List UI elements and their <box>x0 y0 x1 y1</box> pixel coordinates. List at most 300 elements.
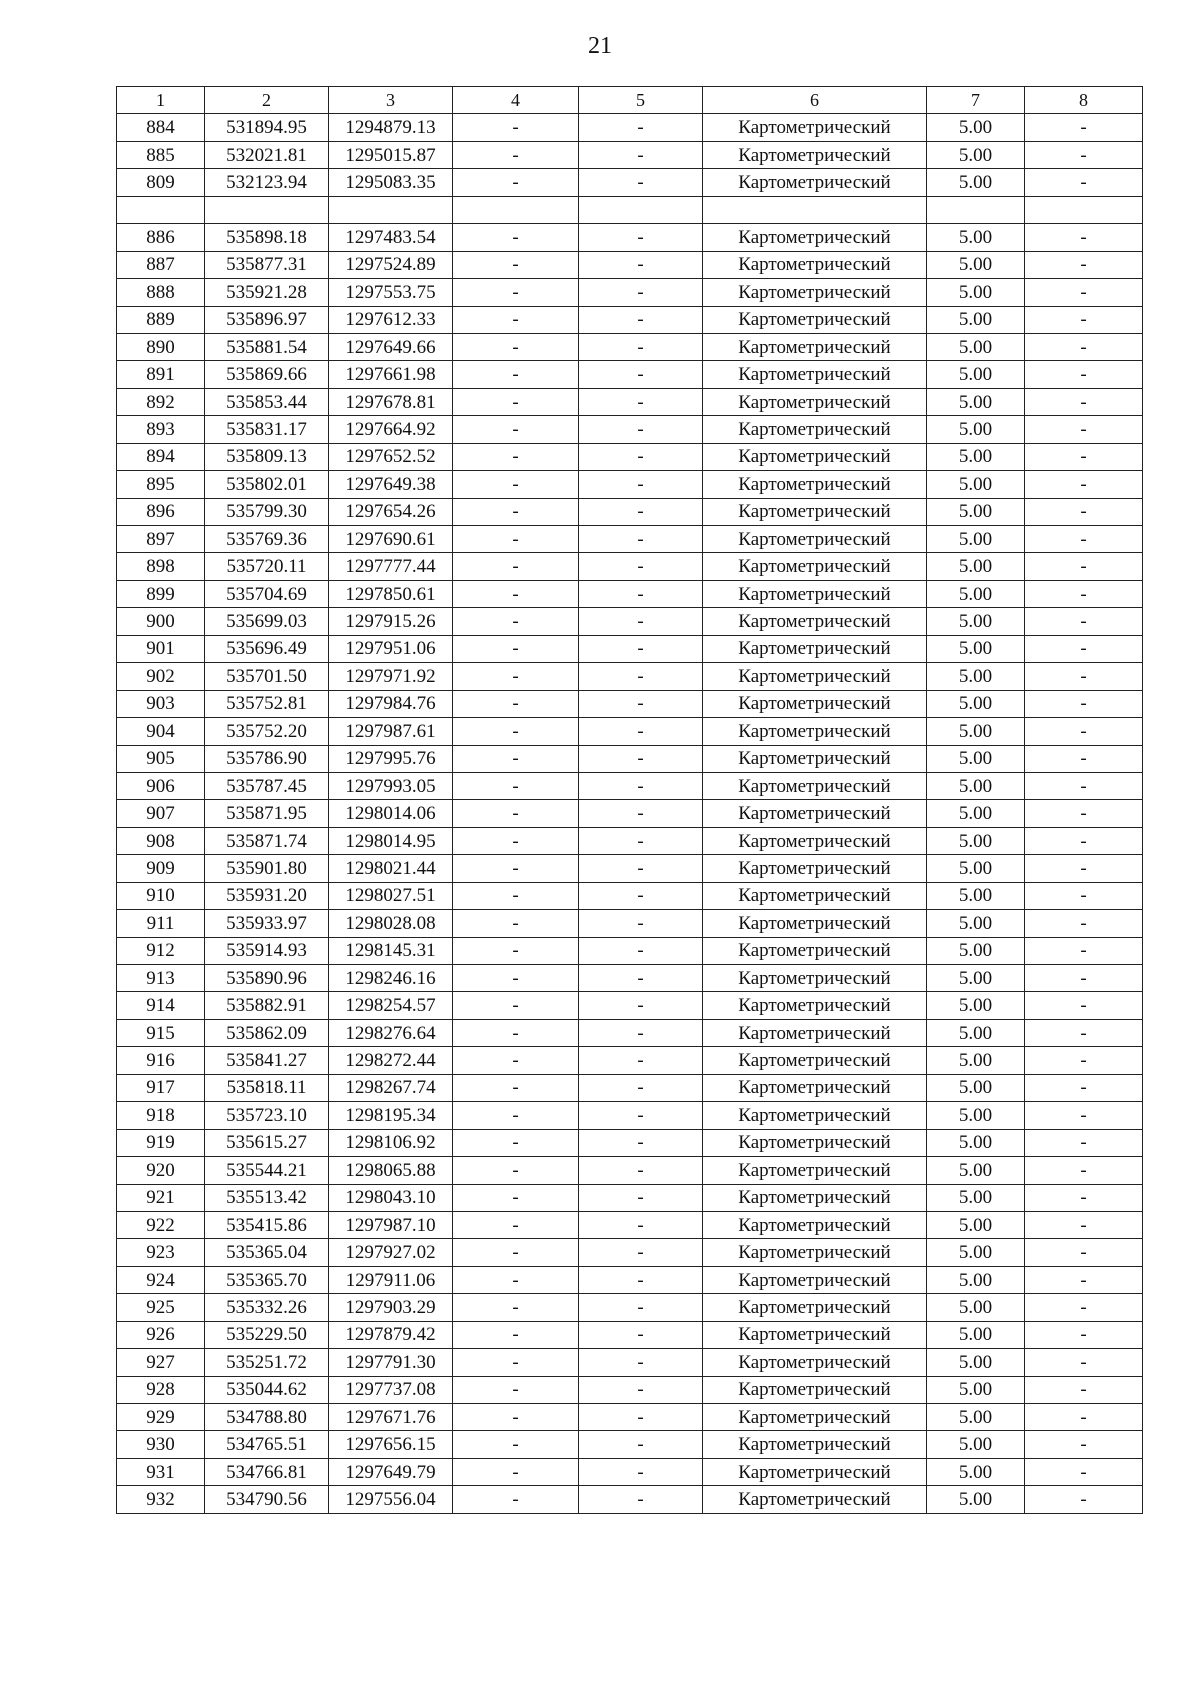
column-4-value-cell <box>453 196 579 223</box>
point-number-cell: 921 <box>117 1184 205 1211</box>
column-8-value-cell: - <box>1025 718 1143 745</box>
coordinate-y-cell: 1297654.26 <box>329 498 453 525</box>
table-row <box>117 553 1143 580</box>
column-8-value-cell: - <box>1025 1074 1143 1101</box>
accuracy-cell: 5.00 <box>927 333 1025 360</box>
method-cell: Картометрический <box>703 745 927 772</box>
point-number-cell: 909 <box>117 855 205 882</box>
accuracy-cell: 5.00 <box>927 1239 1025 1266</box>
point-number-cell: 911 <box>117 910 205 937</box>
point-number-cell: 904 <box>117 718 205 745</box>
column-5-value-cell: - <box>579 1129 703 1156</box>
column-4-value-cell: - <box>453 224 579 251</box>
coordinate-x-cell: 535841.27 <box>205 1047 329 1074</box>
accuracy-cell: 5.00 <box>927 635 1025 662</box>
method-cell: Картометрический <box>703 772 927 799</box>
column-5-value-cell: - <box>579 1184 703 1211</box>
column-5-value-cell: - <box>579 1239 703 1266</box>
coordinate-x-cell: 535513.42 <box>205 1184 329 1211</box>
column-4-value-cell: - <box>453 1486 579 1513</box>
coordinate-x-cell: 535251.72 <box>205 1349 329 1376</box>
table-row <box>117 443 1143 470</box>
method-cell: Картометрический <box>703 1404 927 1431</box>
point-number-cell: 885 <box>117 141 205 168</box>
point-number-cell: 891 <box>117 361 205 388</box>
coordinate-x-cell: 535723.10 <box>205 1102 329 1129</box>
method-cell: Картометрический <box>703 553 927 580</box>
point-number-cell: 897 <box>117 526 205 553</box>
accuracy-cell: 5.00 <box>927 1431 1025 1458</box>
coordinate-y-cell <box>329 196 453 223</box>
method-cell: Картометрический <box>703 251 927 278</box>
column-4-value-cell: - <box>453 800 579 827</box>
column-4-value-cell: - <box>453 1157 579 1184</box>
accuracy-cell: 5.00 <box>927 882 1025 909</box>
coordinate-x-cell: 535831.17 <box>205 416 329 443</box>
accuracy-cell: 5.00 <box>927 1266 1025 1293</box>
column-8-value-cell: - <box>1025 443 1143 470</box>
coordinate-y-cell: 1297777.44 <box>329 553 453 580</box>
column-5-value-cell: - <box>579 718 703 745</box>
column-8-value-cell: - <box>1025 1239 1143 1266</box>
column-4-value-cell: - <box>453 1211 579 1238</box>
point-number-cell: 918 <box>117 1102 205 1129</box>
point-number-cell: 905 <box>117 745 205 772</box>
coordinate-x-cell: 535615.27 <box>205 1129 329 1156</box>
point-number-cell: 886 <box>117 224 205 251</box>
accuracy-cell: 5.00 <box>927 690 1025 717</box>
point-number-cell: 900 <box>117 608 205 635</box>
coordinate-x-cell: 535881.54 <box>205 333 329 360</box>
column-8-value-cell: - <box>1025 114 1143 141</box>
coordinate-x-cell: 535802.01 <box>205 471 329 498</box>
column-5-value-cell: - <box>579 580 703 607</box>
point-number-cell: 929 <box>117 1404 205 1431</box>
column-5-value-cell: - <box>579 635 703 662</box>
point-number-cell: 926 <box>117 1321 205 1348</box>
coordinate-x-cell: 534766.81 <box>205 1458 329 1485</box>
table-row <box>117 114 1143 141</box>
table-row <box>117 1404 1143 1431</box>
table-row <box>117 1047 1143 1074</box>
coordinate-x-cell: 535365.04 <box>205 1239 329 1266</box>
coordinate-y-cell: 1297661.98 <box>329 361 453 388</box>
column-5-value-cell: - <box>579 745 703 772</box>
coordinate-y-cell: 1297652.52 <box>329 443 453 470</box>
coordinate-y-cell: 1298272.44 <box>329 1047 453 1074</box>
coordinate-y-cell: 1298027.51 <box>329 882 453 909</box>
coordinate-y-cell: 1297671.76 <box>329 1404 453 1431</box>
column-4-value-cell: - <box>453 580 579 607</box>
table-row <box>117 1431 1143 1458</box>
coordinate-x-cell: 532021.81 <box>205 141 329 168</box>
point-number-cell: 809 <box>117 169 205 196</box>
column-8-value-cell: - <box>1025 608 1143 635</box>
column-5-value-cell: - <box>579 992 703 1019</box>
table-row <box>117 251 1143 278</box>
coordinate-y-cell: 1298246.16 <box>329 965 453 992</box>
coordinate-y-cell: 1297649.79 <box>329 1458 453 1485</box>
column-4-value-cell: - <box>453 1376 579 1403</box>
coordinate-y-cell: 1298276.64 <box>329 1019 453 1046</box>
column-8-value-cell: - <box>1025 635 1143 662</box>
method-cell: Картометрический <box>703 1239 927 1266</box>
column-8-value-cell: - <box>1025 1047 1143 1074</box>
accuracy-cell: 5.00 <box>927 800 1025 827</box>
column-8-value-cell: - <box>1025 690 1143 717</box>
method-cell: Картометрический <box>703 690 927 717</box>
column-4-value-cell: - <box>453 251 579 278</box>
accuracy-cell: 5.00 <box>927 1458 1025 1485</box>
column-8-value-cell: - <box>1025 992 1143 1019</box>
method-cell: Картометрический <box>703 306 927 333</box>
column-5-value-cell: - <box>579 1157 703 1184</box>
coordinate-x-cell <box>205 196 329 223</box>
coordinate-y-cell: 1297483.54 <box>329 224 453 251</box>
column-8-value-cell: - <box>1025 965 1143 992</box>
point-number-cell: 927 <box>117 1349 205 1376</box>
point-number-cell: 884 <box>117 114 205 141</box>
method-cell: Картометрический <box>703 1349 927 1376</box>
method-cell: Картометрический <box>703 361 927 388</box>
coordinate-x-cell: 534790.56 <box>205 1486 329 1513</box>
table-row <box>117 141 1143 168</box>
table-row <box>117 1376 1143 1403</box>
coordinate-y-cell: 1298065.88 <box>329 1157 453 1184</box>
method-cell: Картометрический <box>703 1184 927 1211</box>
column-4-value-cell: - <box>453 1294 579 1321</box>
column-8-value-cell: - <box>1025 553 1143 580</box>
column-8-value-cell: - <box>1025 772 1143 799</box>
column-4-value-cell: - <box>453 1266 579 1293</box>
method-cell: Картометрический <box>703 1294 927 1321</box>
column-4-value-cell: - <box>453 608 579 635</box>
table-row <box>117 937 1143 964</box>
table-row <box>117 1321 1143 1348</box>
point-number-cell: 898 <box>117 553 205 580</box>
column-8-value-cell: - <box>1025 1019 1143 1046</box>
method-cell: Картометрический <box>703 1157 927 1184</box>
method-cell: Картометрический <box>703 1211 927 1238</box>
method-cell <box>703 196 927 223</box>
column-8-value-cell: - <box>1025 1486 1143 1513</box>
point-number-cell: 920 <box>117 1157 205 1184</box>
table-row <box>117 224 1143 251</box>
column-4-value-cell: - <box>453 663 579 690</box>
point-number-cell: 892 <box>117 388 205 415</box>
accuracy-cell: 5.00 <box>927 937 1025 964</box>
column-4-value-cell: - <box>453 635 579 662</box>
column-8-value-cell: - <box>1025 745 1143 772</box>
column-5-value-cell: - <box>579 361 703 388</box>
method-cell: Картометрический <box>703 1129 927 1156</box>
column-8-value-cell: - <box>1025 800 1143 827</box>
table-row <box>117 1266 1143 1293</box>
coordinate-x-cell: 535332.26 <box>205 1294 329 1321</box>
coordinate-y-cell: 1297791.30 <box>329 1349 453 1376</box>
table-row <box>117 608 1143 635</box>
column-header-8: 8 <box>1025 87 1143 114</box>
accuracy-cell: 5.00 <box>927 1019 1025 1046</box>
table-row <box>117 1019 1143 1046</box>
method-cell: Картометрический <box>703 141 927 168</box>
method-cell: Картометрический <box>703 114 927 141</box>
point-number-cell: 925 <box>117 1294 205 1321</box>
coordinate-y-cell: 1297987.10 <box>329 1211 453 1238</box>
column-4-value-cell: - <box>453 1184 579 1211</box>
column-8-value-cell: - <box>1025 169 1143 196</box>
accuracy-cell: 5.00 <box>927 443 1025 470</box>
column-5-value-cell: - <box>579 306 703 333</box>
coordinate-y-cell: 1298014.06 <box>329 800 453 827</box>
column-5-value-cell: - <box>579 251 703 278</box>
table-row <box>117 910 1143 937</box>
coordinate-y-cell: 1297971.92 <box>329 663 453 690</box>
table-body <box>117 114 1143 1513</box>
accuracy-cell: 5.00 <box>927 1047 1025 1074</box>
table-row <box>117 663 1143 690</box>
accuracy-cell: 5.00 <box>927 827 1025 854</box>
coordinate-x-cell: 531894.95 <box>205 114 329 141</box>
column-4-value-cell: - <box>453 1129 579 1156</box>
column-4-value-cell: - <box>453 169 579 196</box>
column-5-value-cell: - <box>579 1102 703 1129</box>
coordinate-y-cell: 1298145.31 <box>329 937 453 964</box>
point-number-cell: 890 <box>117 333 205 360</box>
accuracy-cell: 5.00 <box>927 1211 1025 1238</box>
column-5-value-cell: - <box>579 1074 703 1101</box>
coordinate-x-cell: 535787.45 <box>205 772 329 799</box>
accuracy-cell: 5.00 <box>927 471 1025 498</box>
point-number-cell: 915 <box>117 1019 205 1046</box>
accuracy-cell: 5.00 <box>927 279 1025 306</box>
point-number-cell: 887 <box>117 251 205 278</box>
coordinate-y-cell: 1297987.61 <box>329 718 453 745</box>
method-cell: Картометрический <box>703 663 927 690</box>
column-8-value-cell: - <box>1025 1376 1143 1403</box>
table-row <box>117 1239 1143 1266</box>
column-4-value-cell: - <box>453 772 579 799</box>
column-8-value-cell: - <box>1025 361 1143 388</box>
column-5-value-cell: - <box>579 1349 703 1376</box>
method-cell: Картометрический <box>703 526 927 553</box>
accuracy-cell: 5.00 <box>927 1074 1025 1101</box>
coordinate-y-cell: 1297612.33 <box>329 306 453 333</box>
point-number-cell: 928 <box>117 1376 205 1403</box>
method-cell: Картометрический <box>703 416 927 443</box>
accuracy-cell: 5.00 <box>927 526 1025 553</box>
column-4-value-cell: - <box>453 114 579 141</box>
column-4-value-cell: - <box>453 306 579 333</box>
column-4-value-cell: - <box>453 855 579 882</box>
column-4-value-cell: - <box>453 937 579 964</box>
table-row <box>117 580 1143 607</box>
column-5-value-cell: - <box>579 690 703 717</box>
point-number-cell: 903 <box>117 690 205 717</box>
accuracy-cell: 5.00 <box>927 992 1025 1019</box>
column-8-value-cell: - <box>1025 471 1143 498</box>
method-cell: Картометрический <box>703 1266 927 1293</box>
coordinate-x-cell: 535809.13 <box>205 443 329 470</box>
coordinate-x-cell: 535871.95 <box>205 800 329 827</box>
column-8-value-cell: - <box>1025 416 1143 443</box>
coordinate-x-cell: 535720.11 <box>205 553 329 580</box>
table-row <box>117 1074 1143 1101</box>
column-header-2: 2 <box>205 87 329 114</box>
table-row <box>117 827 1143 854</box>
coordinate-y-cell: 1297850.61 <box>329 580 453 607</box>
table-row <box>117 1458 1143 1485</box>
coordinate-x-cell: 535365.70 <box>205 1266 329 1293</box>
accuracy-cell: 5.00 <box>927 553 1025 580</box>
coordinate-y-cell: 1297664.92 <box>329 416 453 443</box>
method-cell: Картометрический <box>703 443 927 470</box>
column-4-value-cell: - <box>453 1047 579 1074</box>
coordinate-x-cell: 535890.96 <box>205 965 329 992</box>
accuracy-cell <box>927 196 1025 223</box>
coordinate-x-cell: 535933.97 <box>205 910 329 937</box>
coordinate-x-cell: 535415.86 <box>205 1211 329 1238</box>
accuracy-cell: 5.00 <box>927 608 1025 635</box>
coordinate-x-cell: 535696.49 <box>205 635 329 662</box>
method-cell: Картометрический <box>703 827 927 854</box>
accuracy-cell: 5.00 <box>927 580 1025 607</box>
method-cell: Картометрический <box>703 1047 927 1074</box>
column-4-value-cell: - <box>453 1349 579 1376</box>
table-row <box>117 1129 1143 1156</box>
column-8-value-cell <box>1025 196 1143 223</box>
column-4-value-cell: - <box>453 416 579 443</box>
table-row <box>117 855 1143 882</box>
accuracy-cell: 5.00 <box>927 1321 1025 1348</box>
method-cell: Картометрический <box>703 965 927 992</box>
accuracy-cell: 5.00 <box>927 855 1025 882</box>
column-4-value-cell: - <box>453 141 579 168</box>
column-4-value-cell: - <box>453 498 579 525</box>
coordinate-x-cell: 535914.93 <box>205 937 329 964</box>
point-number-cell: 899 <box>117 580 205 607</box>
column-4-value-cell: - <box>453 1102 579 1129</box>
column-4-value-cell: - <box>453 333 579 360</box>
method-cell: Картометрический <box>703 498 927 525</box>
method-cell: Картометрический <box>703 169 927 196</box>
coordinate-x-cell: 535769.36 <box>205 526 329 553</box>
column-8-value-cell: - <box>1025 580 1143 607</box>
column-8-value-cell: - <box>1025 526 1143 553</box>
method-cell: Картометрический <box>703 855 927 882</box>
coordinate-x-cell: 535882.91 <box>205 992 329 1019</box>
accuracy-cell: 5.00 <box>927 1294 1025 1321</box>
coordinate-y-cell: 1297903.29 <box>329 1294 453 1321</box>
accuracy-cell: 5.00 <box>927 1157 1025 1184</box>
accuracy-cell: 5.00 <box>927 1486 1025 1513</box>
coordinate-y-cell: 1298028.08 <box>329 910 453 937</box>
table-row <box>117 992 1143 1019</box>
coordinate-y-cell: 1295083.35 <box>329 169 453 196</box>
method-cell: Картометрический <box>703 635 927 662</box>
table-row <box>117 388 1143 415</box>
point-number-cell: 895 <box>117 471 205 498</box>
coordinate-y-cell: 1297879.42 <box>329 1321 453 1348</box>
coordinate-y-cell: 1297649.38 <box>329 471 453 498</box>
table-row <box>117 635 1143 662</box>
accuracy-cell: 5.00 <box>927 1102 1025 1129</box>
column-8-value-cell: - <box>1025 498 1143 525</box>
point-number-cell: 930 <box>117 1431 205 1458</box>
column-5-value-cell: - <box>579 827 703 854</box>
coordinate-x-cell: 535921.28 <box>205 279 329 306</box>
point-number-cell: 923 <box>117 1239 205 1266</box>
accuracy-cell: 5.00 <box>927 141 1025 168</box>
table-row <box>117 169 1143 196</box>
column-4-value-cell: - <box>453 361 579 388</box>
column-4-value-cell: - <box>453 279 579 306</box>
table-row <box>117 800 1143 827</box>
coordinate-y-cell: 1297524.89 <box>329 251 453 278</box>
point-number-cell: 889 <box>117 306 205 333</box>
coordinate-x-cell: 535898.18 <box>205 224 329 251</box>
table-row <box>117 1102 1143 1129</box>
column-4-value-cell: - <box>453 745 579 772</box>
column-8-value-cell: - <box>1025 1102 1143 1129</box>
table-row <box>117 1294 1143 1321</box>
column-5-value-cell: - <box>579 608 703 635</box>
coordinate-x-cell: 535752.81 <box>205 690 329 717</box>
method-cell: Картометрический <box>703 800 927 827</box>
column-5-value-cell: - <box>579 1211 703 1238</box>
column-4-value-cell: - <box>453 1239 579 1266</box>
coordinate-x-cell: 535799.30 <box>205 498 329 525</box>
column-header-4: 4 <box>453 87 579 114</box>
accuracy-cell: 5.00 <box>927 114 1025 141</box>
accuracy-cell: 5.00 <box>927 224 1025 251</box>
accuracy-cell: 5.00 <box>927 965 1025 992</box>
column-8-value-cell: - <box>1025 1431 1143 1458</box>
point-number-cell: 907 <box>117 800 205 827</box>
column-4-value-cell: - <box>453 882 579 909</box>
table-row <box>117 1157 1143 1184</box>
coordinate-y-cell: 1297927.02 <box>329 1239 453 1266</box>
column-5-value-cell: - <box>579 663 703 690</box>
column-8-value-cell: - <box>1025 827 1143 854</box>
accuracy-cell: 5.00 <box>927 416 1025 443</box>
method-cell: Картометрический <box>703 910 927 937</box>
method-cell: Картометрический <box>703 1019 927 1046</box>
column-5-value-cell: - <box>579 169 703 196</box>
coordinate-x-cell: 535901.80 <box>205 855 329 882</box>
table-row <box>117 1486 1143 1513</box>
column-8-value-cell: - <box>1025 306 1143 333</box>
table-row <box>117 1349 1143 1376</box>
coordinate-x-cell: 535229.50 <box>205 1321 329 1348</box>
point-number-cell: 894 <box>117 443 205 470</box>
point-number-cell: 893 <box>117 416 205 443</box>
coordinate-x-cell: 535704.69 <box>205 580 329 607</box>
table-row <box>117 333 1143 360</box>
coordinate-x-cell: 535871.74 <box>205 827 329 854</box>
point-number-cell: 912 <box>117 937 205 964</box>
method-cell: Картометрический <box>703 1458 927 1485</box>
column-header-5: 5 <box>579 87 703 114</box>
column-5-value-cell: - <box>579 388 703 415</box>
method-cell: Картометрический <box>703 580 927 607</box>
coordinate-x-cell: 535044.62 <box>205 1376 329 1403</box>
point-number-cell: 913 <box>117 965 205 992</box>
column-header-6: 6 <box>703 87 927 114</box>
point-number-cell: 896 <box>117 498 205 525</box>
column-header-7: 7 <box>927 87 1025 114</box>
column-4-value-cell: - <box>453 1321 579 1348</box>
